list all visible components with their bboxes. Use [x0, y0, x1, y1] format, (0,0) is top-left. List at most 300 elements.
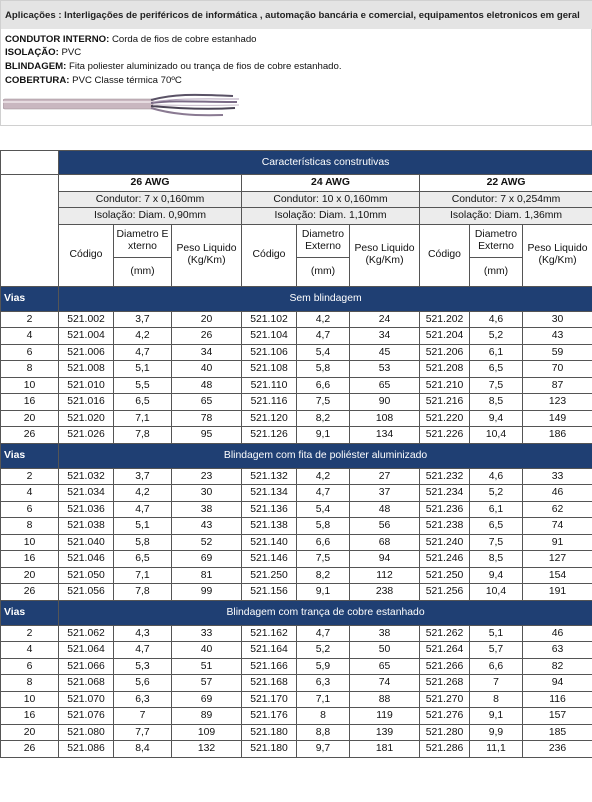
data-cell: 521.036 — [59, 501, 114, 518]
data-cell: 521.262 — [420, 625, 470, 642]
data-cell: 40 — [172, 642, 242, 659]
data-cell: 6,6 — [470, 658, 523, 675]
condutor-24: Condutor: 10 x 0,160mm — [242, 191, 420, 208]
data-cell: 5,8 — [297, 361, 350, 378]
vias-cell: 10 — [1, 691, 59, 708]
data-cell: 6,5 — [470, 361, 523, 378]
data-cell: 7,1 — [114, 410, 172, 427]
data-cell: 63 — [523, 642, 592, 659]
data-cell: 521.046 — [59, 551, 114, 568]
vias-cell: 8 — [1, 675, 59, 692]
vias-cell: 26 — [1, 427, 59, 444]
data-cell: 521.250 — [242, 567, 297, 584]
data-cell: 9,9 — [470, 724, 523, 741]
data-cell: 7,1 — [297, 691, 350, 708]
data-cell: 521.120 — [242, 410, 297, 427]
data-cell: 10,4 — [470, 427, 523, 444]
data-cell: 6,3 — [297, 675, 350, 692]
data-cell: 191 — [523, 584, 592, 601]
data-cell: 185 — [523, 724, 592, 741]
table-row — [1, 468, 592, 485]
vias-cell: 20 — [1, 410, 59, 427]
data-cell: 3,7 — [114, 468, 172, 485]
data-cell: 132 — [172, 741, 242, 758]
data-cell: 48 — [172, 377, 242, 394]
table-row — [1, 551, 592, 568]
data-cell: 521.062 — [59, 625, 114, 642]
data-cell: 5,1 — [114, 518, 172, 535]
vias-cell: 2 — [1, 625, 59, 642]
data-cell: 7,1 — [114, 567, 172, 584]
data-cell: 91 — [523, 534, 592, 551]
gauge-26-header: 26 AWG — [59, 175, 242, 192]
spec-value: Fita poliester aluminizado ou trança de fios de cobre estanhado. — [66, 61, 342, 72]
table-row — [1, 344, 592, 361]
data-cell: 134 — [350, 427, 420, 444]
col-codigo: Código — [59, 224, 114, 286]
table-row — [1, 708, 592, 725]
table-row — [1, 584, 592, 601]
data-cell: 74 — [523, 518, 592, 535]
data-cell: 521.240 — [420, 534, 470, 551]
table-row — [1, 724, 592, 741]
data-cell: 521.170 — [242, 691, 297, 708]
data-cell: 119 — [350, 708, 420, 725]
table-row — [1, 675, 592, 692]
data-cell: 6,3 — [114, 691, 172, 708]
data-cell: 149 — [523, 410, 592, 427]
data-cell: 521.068 — [59, 675, 114, 692]
col-peso: Peso Liquido (Kg/Km) — [172, 224, 242, 286]
data-cell: 4,7 — [114, 344, 172, 361]
data-cell: 5,1 — [470, 625, 523, 642]
data-cell: 8 — [470, 691, 523, 708]
data-cell: 9,4 — [470, 410, 523, 427]
data-cell: 7,5 — [297, 551, 350, 568]
data-cell: 20 — [172, 311, 242, 328]
data-cell: 521.056 — [59, 584, 114, 601]
data-cell: 521.002 — [59, 311, 114, 328]
data-cell: 6,5 — [470, 518, 523, 535]
data-cell: 65 — [172, 394, 242, 411]
data-cell: 5,4 — [297, 501, 350, 518]
data-cell: 99 — [172, 584, 242, 601]
data-cell: 8,8 — [297, 724, 350, 741]
data-cell: 24 — [350, 311, 420, 328]
data-cell: 521.040 — [59, 534, 114, 551]
vias-cell: 6 — [1, 658, 59, 675]
vias-cell: 4 — [1, 485, 59, 502]
data-cell: 5,2 — [297, 642, 350, 659]
data-cell: 38 — [350, 625, 420, 642]
data-cell: 521.110 — [242, 377, 297, 394]
table-row — [1, 410, 592, 427]
data-cell: 7,8 — [114, 584, 172, 601]
data-cell: 10,4 — [470, 584, 523, 601]
data-cell: 521.140 — [242, 534, 297, 551]
vias-header-space — [1, 175, 59, 287]
table-row — [1, 658, 592, 675]
data-cell: 6,1 — [470, 344, 523, 361]
data-cell: 9,7 — [297, 741, 350, 758]
data-cell: 90 — [350, 394, 420, 411]
table-row — [1, 567, 592, 584]
vias-cell: 16 — [1, 551, 59, 568]
section-title: Sem blindagem — [59, 286, 592, 311]
data-cell: 139 — [350, 724, 420, 741]
data-cell: 4,7 — [114, 501, 172, 518]
data-cell: 4,3 — [114, 625, 172, 642]
data-cell: 521.004 — [59, 328, 114, 345]
spec-line-condutor — [5, 34, 257, 45]
data-cell: 46 — [523, 625, 592, 642]
data-cell: 6,5 — [114, 394, 172, 411]
data-cell: 521.236 — [420, 501, 470, 518]
spec-value: PVC Classe térmica 70ºC — [69, 75, 182, 86]
table-row — [1, 625, 592, 642]
data-cell: 521.250 — [420, 567, 470, 584]
data-cell: 521.076 — [59, 708, 114, 725]
vias-cell: 10 — [1, 377, 59, 394]
data-cell: 7,5 — [470, 377, 523, 394]
data-cell: 521.162 — [242, 625, 297, 642]
vias-cell: 20 — [1, 724, 59, 741]
data-cell: 5,7 — [470, 642, 523, 659]
data-cell: 521.136 — [242, 501, 297, 518]
data-cell: 8,5 — [470, 551, 523, 568]
spec-value: PVC — [58, 47, 82, 58]
vias-cell: 16 — [1, 394, 59, 411]
data-cell: 78 — [172, 410, 242, 427]
table-row — [1, 501, 592, 518]
spec-value: Corda de fios de cobre estanhado — [109, 34, 257, 45]
data-cell: 5,2 — [470, 485, 523, 502]
spec-panel — [0, 0, 592, 126]
table-row — [1, 427, 592, 444]
data-cell: 521.234 — [420, 485, 470, 502]
data-cell: 521.102 — [242, 311, 297, 328]
data-cell: 521.216 — [420, 394, 470, 411]
data-cell: 7,8 — [114, 427, 172, 444]
data-cell: 521.020 — [59, 410, 114, 427]
data-cell: 45 — [350, 344, 420, 361]
data-cell: 74 — [350, 675, 420, 692]
data-cell: 521.034 — [59, 485, 114, 502]
data-cell: 521.256 — [420, 584, 470, 601]
data-cell: 521.246 — [420, 551, 470, 568]
spec-line-cobertura — [5, 75, 182, 86]
data-cell: 4,2 — [297, 468, 350, 485]
col-diametro: Diametro Externo — [470, 224, 523, 257]
data-cell: 521.286 — [420, 741, 470, 758]
data-cell: 521.180 — [242, 724, 297, 741]
data-cell: 68 — [350, 534, 420, 551]
data-cell: 109 — [172, 724, 242, 741]
data-cell: 94 — [350, 551, 420, 568]
data-cell: 38 — [172, 501, 242, 518]
col-codigo: Código — [420, 224, 470, 286]
data-cell: 52 — [172, 534, 242, 551]
data-cell: 69 — [172, 551, 242, 568]
data-cell: 4,2 — [114, 328, 172, 345]
table-row — [1, 311, 592, 328]
data-cell: 521.168 — [242, 675, 297, 692]
data-cell: 37 — [350, 485, 420, 502]
table-row — [1, 534, 592, 551]
table-row — [1, 642, 592, 659]
table-row — [1, 518, 592, 535]
data-cell: 521.134 — [242, 485, 297, 502]
data-cell: 521.064 — [59, 642, 114, 659]
data-cell: 23 — [172, 468, 242, 485]
data-cell: 69 — [172, 691, 242, 708]
data-cell: 5,4 — [297, 344, 350, 361]
data-cell: 521.038 — [59, 518, 114, 535]
data-cell: 521.264 — [420, 642, 470, 659]
data-cell: 82 — [523, 658, 592, 675]
spec-label: CONDUTOR INTERNO: — [5, 34, 110, 45]
data-cell: 8 — [297, 708, 350, 725]
data-cell: 4,7 — [114, 642, 172, 659]
spec-line-isolacao — [5, 47, 81, 58]
spec-table — [0, 150, 592, 758]
data-cell: 521.138 — [242, 518, 297, 535]
spec-label: COBERTURA: — [5, 75, 70, 86]
data-cell: 521.066 — [59, 658, 114, 675]
data-cell: 9,4 — [470, 567, 523, 584]
data-cell: 7 — [470, 675, 523, 692]
data-cell: 521.104 — [242, 328, 297, 345]
vias-cell: 8 — [1, 361, 59, 378]
col-peso: Peso Liquido (Kg/Km) — [350, 224, 420, 286]
data-cell: 4,2 — [114, 485, 172, 502]
data-cell: 7,5 — [470, 534, 523, 551]
data-cell: 7,7 — [114, 724, 172, 741]
data-cell: 4,7 — [297, 485, 350, 502]
data-cell: 59 — [523, 344, 592, 361]
data-cell: 521.232 — [420, 468, 470, 485]
data-cell: 6,5 — [114, 551, 172, 568]
col-diametro: Diametro Externo — [297, 224, 350, 257]
vias-cell: 8 — [1, 518, 59, 535]
data-cell: 521.032 — [59, 468, 114, 485]
data-cell: 88 — [350, 691, 420, 708]
data-cell: 521.080 — [59, 724, 114, 741]
data-cell: 94 — [523, 675, 592, 692]
data-cell: 33 — [523, 468, 592, 485]
data-cell: 521.086 — [59, 741, 114, 758]
data-cell: 108 — [350, 410, 420, 427]
data-cell: 40 — [172, 361, 242, 378]
data-cell: 521.268 — [420, 675, 470, 692]
table-row — [1, 361, 592, 378]
isolacao-26: Isolação: Diam. 0,90mm — [59, 208, 242, 225]
data-cell: 521.166 — [242, 658, 297, 675]
data-cell: 48 — [350, 501, 420, 518]
data-cell: 8,2 — [297, 567, 350, 584]
data-cell: 6,6 — [297, 377, 350, 394]
data-cell: 9,1 — [297, 584, 350, 601]
col-diametro: Diametro E xterno — [114, 224, 172, 257]
data-cell: 65 — [350, 377, 420, 394]
data-cell: 5,9 — [297, 658, 350, 675]
data-cell: 521.164 — [242, 642, 297, 659]
table-row — [1, 741, 592, 758]
data-cell: 521.204 — [420, 328, 470, 345]
data-cell: 65 — [350, 658, 420, 675]
data-cell: 116 — [523, 691, 592, 708]
table-title: Características construtivas — [59, 151, 592, 175]
spec-line-blindagem — [5, 61, 342, 72]
data-cell: 521.280 — [420, 724, 470, 741]
data-cell: 186 — [523, 427, 592, 444]
isolacao-24: Isolação: Diam. 1,10mm — [242, 208, 420, 225]
col-mm: (mm) — [470, 257, 523, 286]
data-cell: 521.156 — [242, 584, 297, 601]
data-cell: 521.008 — [59, 361, 114, 378]
data-cell: 521.206 — [420, 344, 470, 361]
data-cell: 30 — [523, 311, 592, 328]
application-text: Aplicações : Interligações de periféricos de informática , automação bancária e comercial, equipamentos eletronicos em geral — [1, 1, 592, 29]
data-cell: 6,1 — [470, 501, 523, 518]
vias-cell: 4 — [1, 328, 59, 345]
data-cell: 87 — [523, 377, 592, 394]
gauge-22-header: 22 AWG — [420, 175, 592, 192]
data-cell: 521.220 — [420, 410, 470, 427]
data-cell: 157 — [523, 708, 592, 725]
data-cell: 89 — [172, 708, 242, 725]
condutor-26: Condutor: 7 x 0,160mm — [59, 191, 242, 208]
data-cell: 5,5 — [114, 377, 172, 394]
vias-label: Vias — [1, 600, 59, 625]
data-cell: 521.226 — [420, 427, 470, 444]
vias-cell: 6 — [1, 344, 59, 361]
data-cell: 5,6 — [114, 675, 172, 692]
vias-label: Vias — [1, 443, 59, 468]
gauge-24-header: 24 AWG — [242, 175, 420, 192]
data-cell: 238 — [350, 584, 420, 601]
data-cell: 6,6 — [297, 534, 350, 551]
data-cell: 521.266 — [420, 658, 470, 675]
data-cell: 521.238 — [420, 518, 470, 535]
data-cell: 53 — [350, 361, 420, 378]
data-cell: 123 — [523, 394, 592, 411]
data-cell: 521.126 — [242, 427, 297, 444]
vias-cell: 2 — [1, 468, 59, 485]
data-cell: 521.202 — [420, 311, 470, 328]
condutor-22: Condutor: 7 x 0,254mm — [420, 191, 592, 208]
data-cell: 33 — [172, 625, 242, 642]
data-cell: 7 — [114, 708, 172, 725]
data-cell: 95 — [172, 427, 242, 444]
data-cell: 521.106 — [242, 344, 297, 361]
data-cell: 9,1 — [297, 427, 350, 444]
data-cell: 11,1 — [470, 741, 523, 758]
data-cell: 521.070 — [59, 691, 114, 708]
vias-cell: 20 — [1, 567, 59, 584]
table-row — [1, 328, 592, 345]
data-cell: 181 — [350, 741, 420, 758]
vias-cell: 6 — [1, 501, 59, 518]
data-cell: 521.050 — [59, 567, 114, 584]
vias-cell: 16 — [1, 708, 59, 725]
data-cell: 521.270 — [420, 691, 470, 708]
data-cell: 4,2 — [297, 311, 350, 328]
data-cell: 521.180 — [242, 741, 297, 758]
data-cell: 4,6 — [470, 468, 523, 485]
data-cell: 8,5 — [470, 394, 523, 411]
vias-cell: 4 — [1, 642, 59, 659]
col-mm: (mm) — [297, 257, 350, 286]
table-row — [1, 394, 592, 411]
data-cell: 7,5 — [297, 394, 350, 411]
data-cell: 127 — [523, 551, 592, 568]
data-cell: 521.208 — [420, 361, 470, 378]
data-cell: 4,7 — [297, 328, 350, 345]
section-title: Blindagem com trança de cobre estanhado — [59, 600, 592, 625]
table-row — [1, 691, 592, 708]
vias-label: Vias — [1, 286, 59, 311]
data-cell: 50 — [350, 642, 420, 659]
data-cell: 4,7 — [297, 625, 350, 642]
data-cell: 521.116 — [242, 394, 297, 411]
data-cell: 81 — [172, 567, 242, 584]
data-cell: 8,4 — [114, 741, 172, 758]
data-cell: 70 — [523, 361, 592, 378]
col-codigo: Código — [242, 224, 297, 286]
data-cell: 5,3 — [114, 658, 172, 675]
table-row — [1, 485, 592, 502]
data-cell: 521.006 — [59, 344, 114, 361]
data-cell: 5,2 — [470, 328, 523, 345]
data-cell: 62 — [523, 501, 592, 518]
vias-cell: 26 — [1, 741, 59, 758]
data-cell: 43 — [523, 328, 592, 345]
data-cell: 521.276 — [420, 708, 470, 725]
data-cell: 34 — [172, 344, 242, 361]
data-cell: 521.016 — [59, 394, 114, 411]
data-cell: 27 — [350, 468, 420, 485]
data-cell: 56 — [350, 518, 420, 535]
data-cell: 521.132 — [242, 468, 297, 485]
data-cell: 236 — [523, 741, 592, 758]
data-cell: 521.176 — [242, 708, 297, 725]
data-cell: 26 — [172, 328, 242, 345]
data-cell: 9,1 — [470, 708, 523, 725]
corner-cell — [1, 151, 59, 175]
spec-label: ISOLAÇÃO: — [5, 47, 59, 58]
data-cell: 5,1 — [114, 361, 172, 378]
data-cell: 112 — [350, 567, 420, 584]
data-cell: 57 — [172, 675, 242, 692]
data-cell: 30 — [172, 485, 242, 502]
cable-image — [3, 90, 243, 120]
data-cell: 3,7 — [114, 311, 172, 328]
data-cell: 8,2 — [297, 410, 350, 427]
data-cell: 521.210 — [420, 377, 470, 394]
table-row — [1, 377, 592, 394]
data-cell: 154 — [523, 567, 592, 584]
data-cell: 521.010 — [59, 377, 114, 394]
col-peso: Peso Liquido (Kg/Km) — [523, 224, 592, 286]
spec-label: BLINDAGEM: — [5, 61, 67, 72]
data-cell: 4,6 — [470, 311, 523, 328]
data-cell: 521.108 — [242, 361, 297, 378]
isolacao-22: Isolação: Diam. 1,36mm — [420, 208, 592, 225]
vias-cell: 2 — [1, 311, 59, 328]
data-cell: 43 — [172, 518, 242, 535]
vias-cell: 10 — [1, 534, 59, 551]
